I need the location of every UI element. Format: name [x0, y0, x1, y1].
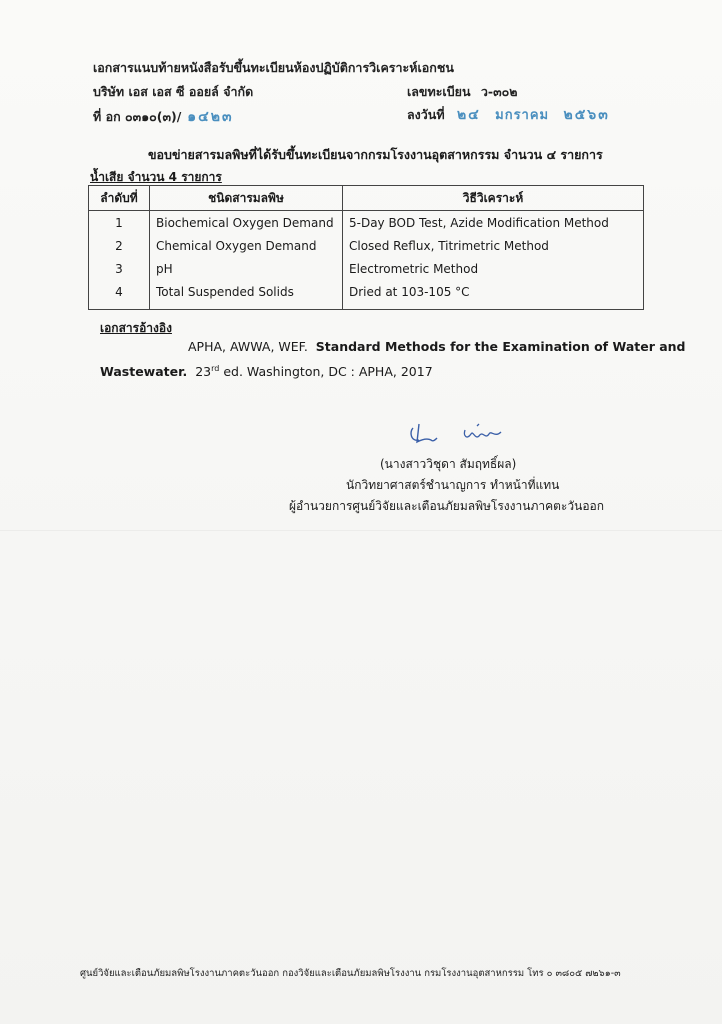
- col-header-no: ลำดับที่: [89, 186, 150, 211]
- row-no: 3: [89, 257, 150, 280]
- row-pollutant: pH: [150, 257, 343, 280]
- table-row: [89, 211, 644, 235]
- table-row: [89, 234, 644, 257]
- row-no: 4: [89, 280, 150, 310]
- pollutant-table: [88, 185, 644, 310]
- wastewater-section-label: น้ำเสีย จำนวน 4 รายการ: [90, 170, 222, 184]
- paper-fold-line: [0, 530, 722, 531]
- row-method: Closed Reflux, Titrimetric Method: [343, 234, 644, 257]
- row-method: Dried at 103-105 °C: [343, 280, 644, 310]
- attachment-heading: เอกสารแนบท้ายหนังสือรับขึ้นทะเบียนห้องปฏิบัติการวิเคราะห์เอกชน: [93, 60, 454, 75]
- row-method: 5-Day BOD Test, Azide Modification Method: [343, 211, 644, 235]
- table-header-row: [89, 186, 644, 211]
- row-pollutant: Biochemical Oxygen Demand: [150, 211, 343, 235]
- row-no: 1: [89, 211, 150, 235]
- col-header-method: วิธีวิเคราะห์: [343, 186, 644, 211]
- signatory-name: (นางสาววิชุดา สัมฤทธิ์ผล): [380, 457, 517, 471]
- row-pollutant: Chemical Oxygen Demand: [150, 234, 343, 257]
- table-row: [89, 257, 644, 280]
- company-name: บริษัท เอส เอส ซี ออยล์ จำกัด: [93, 84, 254, 99]
- reference-line-1: APHA, AWWA, WEF. Standard Methods for the Examination of Water and: [188, 339, 686, 354]
- scope-title: ขอบข่ายสารมลพิษที่ได้รับขึ้นทะเบียนจากกรมโรงงานอุตสาหกรรม จำนวน ๔ รายการ: [148, 147, 603, 162]
- row-no: 2: [89, 234, 150, 257]
- signatory-position: นักวิทยาศาสตร์ชำนาญการ ทำหน้าที่แทน: [346, 478, 560, 492]
- col-header-pollutant: ชนิดสารมลพิษ: [150, 186, 343, 211]
- footer-contact: ศูนย์วิจัยและเตือนภัยมลพิษโรงงานภาคตะวันออก กองวิจัยและเตือนภัยมลพิษโรงงาน กรมโรงงานอุตสาหกรรม โทร ๐ ๓๘๐๕ ๗๒๖๑-๓: [80, 968, 621, 979]
- table-row: [89, 280, 644, 310]
- row-method: Electrometric Method: [343, 257, 644, 280]
- document-date: ลงวันที่ ๒๔ มกราคม ๒๕๖๓: [407, 107, 610, 123]
- signatory-title: ผู้อำนวยการศูนย์วิจัยและเตือนภัยมลพิษโรงงานภาคตะวันออก: [289, 499, 604, 513]
- document-number: ที่ อก ๐๓๑๐(๓)/ ๑๔๒๓: [93, 109, 234, 125]
- reference-label: เอกสารอ้างอิง: [100, 321, 172, 335]
- registration-number: เลขทะเบียน ว-๓๐๒: [407, 84, 518, 99]
- handwritten-signature: [405, 418, 515, 452]
- row-pollutant: Total Suspended Solids: [150, 280, 343, 310]
- reference-line-2: Wastewater. 23rd ed. Washington, DC : APHA, 2017: [100, 364, 433, 380]
